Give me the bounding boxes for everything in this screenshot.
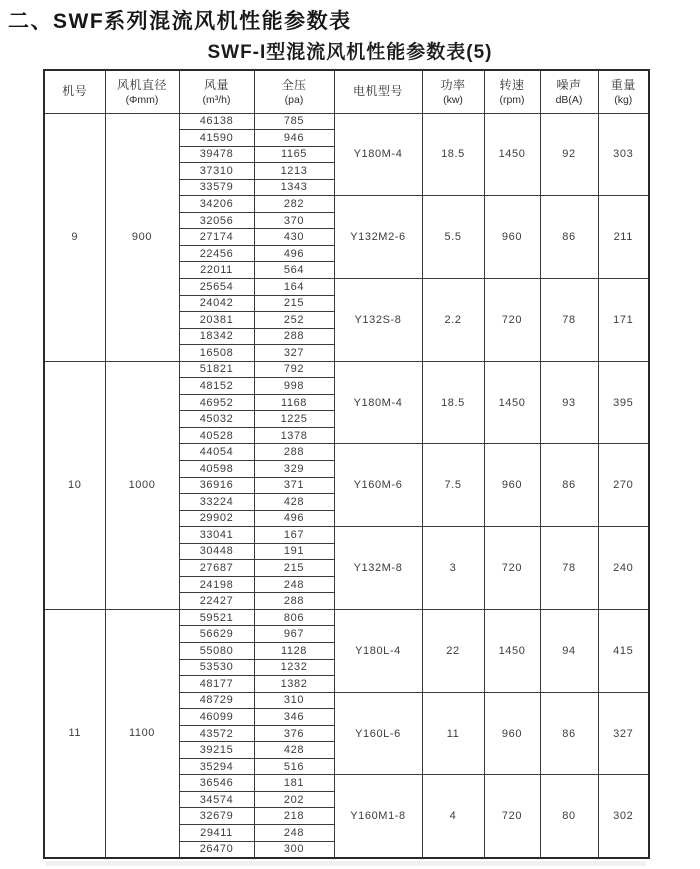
speed-cell: 960 [484,196,540,279]
airflow-cell: 46099 [179,709,254,726]
motor-model-cell: Y132S-8 [334,278,422,361]
airflow-cell: 34574 [179,791,254,808]
pressure-cell: 998 [254,378,334,395]
noise-cell: 86 [540,692,598,775]
pressure-cell: 288 [254,328,334,345]
col-header-label: 机号 [62,83,88,98]
airflow-cell: 29902 [179,510,254,527]
weight-cell: 240 [598,527,649,610]
pressure-cell: 167 [254,527,334,544]
power-cell: 5.5 [422,196,484,279]
airflow-cell: 33579 [179,179,254,196]
airflow-cell: 30448 [179,543,254,560]
weight-cell: 415 [598,609,649,692]
pressure-cell: 300 [254,841,334,858]
col-header-label: 电机型号 [352,83,403,98]
pressure-cell: 428 [254,742,334,759]
col-header-machine-no [44,70,105,113]
airflow-cell: 48177 [179,676,254,693]
pressure-cell: 371 [254,477,334,494]
col-header-label: 全压 [281,77,307,92]
airflow-cell: 34206 [179,196,254,213]
pressure-cell: 785 [254,113,334,130]
speed-cell: 1450 [484,113,540,196]
airflow-cell: 40598 [179,460,254,477]
table-row [44,609,649,626]
table-body [44,113,649,858]
col-header-motor-model [334,70,422,113]
power-cell: 3 [422,527,484,610]
speed-cell: 1450 [484,361,540,444]
airflow-cell: 44054 [179,444,254,461]
noise-cell: 92 [540,113,598,196]
page-title: 二、SWF系列混流风机性能参数表 [8,10,352,33]
machine-no-cell: 11 [44,609,105,857]
weight-cell: 395 [598,361,649,444]
power-cell: 7.5 [422,444,484,527]
col-header-airflow [179,70,254,113]
col-header-unit: dB(A) [555,93,583,106]
power-cell: 4 [422,775,484,858]
col-header-label: 重量 [610,77,636,92]
airflow-cell: 40528 [179,427,254,444]
pressure-cell: 1343 [254,179,334,196]
col-header-label: 风机直径 [116,77,167,92]
airflow-cell: 24042 [179,295,254,312]
pressure-cell: 282 [254,196,334,213]
airflow-cell: 20381 [179,312,254,329]
pressure-cell: 215 [254,295,334,312]
motor-model-cell: Y160M-6 [334,444,422,527]
airflow-cell: 48152 [179,378,254,395]
pressure-cell: 946 [254,130,334,147]
col-header-label: 噪声 [556,77,582,92]
airflow-cell: 26470 [179,841,254,858]
airflow-cell: 16508 [179,345,254,362]
airflow-cell: 24198 [179,576,254,593]
header-row [44,70,649,113]
airflow-cell: 39215 [179,742,254,759]
noise-cell: 86 [540,196,598,279]
motor-model-cell: Y180M-4 [334,113,422,196]
table-row [44,113,649,130]
pressure-cell: 496 [254,510,334,527]
airflow-cell: 56629 [179,626,254,643]
pressure-cell: 496 [254,245,334,262]
airflow-cell: 25654 [179,278,254,295]
pressure-cell: 164 [254,278,334,295]
airflow-cell: 55080 [179,643,254,660]
pressure-cell: 252 [254,312,334,329]
pressure-cell: 1128 [254,643,334,660]
noise-cell: 78 [540,527,598,610]
pressure-cell: 288 [254,444,334,461]
airflow-cell: 59521 [179,609,254,626]
motor-model-cell: Y160M1-8 [334,775,422,858]
power-cell: 18.5 [422,361,484,444]
airflow-cell: 35294 [179,758,254,775]
weight-cell: 270 [598,444,649,527]
col-header-unit: (kg) [614,93,633,106]
speed-cell: 720 [484,278,540,361]
pressure-cell: 218 [254,808,334,825]
col-header-diameter [105,70,179,113]
pressure-cell: 806 [254,609,334,626]
pressure-cell: 370 [254,212,334,229]
airflow-cell: 45032 [179,411,254,428]
col-header-label: 风量 [203,77,229,92]
table-header [44,70,649,113]
airflow-cell: 32679 [179,808,254,825]
diameter-cell: 900 [105,113,179,361]
airflow-cell: 43572 [179,725,254,742]
col-header-weight [598,70,649,113]
pressure-cell: 327 [254,345,334,362]
pressure-cell: 1232 [254,659,334,676]
airflow-cell: 33224 [179,494,254,511]
pressure-cell: 1225 [254,411,334,428]
speed-cell: 720 [484,775,540,858]
airflow-cell: 53530 [179,659,254,676]
airflow-cell: 33041 [179,527,254,544]
noise-cell: 93 [540,361,598,444]
speed-cell: 720 [484,527,540,610]
table-row [44,361,649,378]
col-header-noise [540,70,598,113]
airflow-cell: 27687 [179,560,254,577]
pressure-cell: 967 [254,626,334,643]
col-header-unit: (kw) [443,93,463,106]
airflow-cell: 37310 [179,163,254,180]
airflow-cell: 22427 [179,593,254,610]
pressure-cell: 1168 [254,394,334,411]
motor-model-cell: Y132M2-6 [334,196,422,279]
weight-cell: 302 [598,775,649,858]
airflow-cell: 29411 [179,825,254,842]
pressure-cell: 202 [254,791,334,808]
col-header-unit: (pa) [284,93,304,106]
col-header-power [422,70,484,113]
pressure-cell: 181 [254,775,334,792]
weight-cell: 171 [598,278,649,361]
diameter-cell: 1100 [105,609,179,857]
speed-cell: 960 [484,444,540,527]
airflow-cell: 36916 [179,477,254,494]
col-header-unit: (Φmm) [125,93,159,106]
airflow-cell: 18342 [179,328,254,345]
pressure-cell: 329 [254,460,334,477]
pressure-cell: 215 [254,560,334,577]
col-header-unit: (m³/h) [202,93,231,106]
weight-cell: 211 [598,196,649,279]
pressure-cell: 516 [254,758,334,775]
col-header-pressure [254,70,334,113]
pressure-cell: 248 [254,825,334,842]
speed-cell: 1450 [484,609,540,692]
scan-shadow-artifact [46,861,646,866]
pressure-cell: 428 [254,494,334,511]
page-subtitle: SWF-I型混流风机性能参数表(5) [207,42,493,63]
motor-model-cell: Y180M-4 [334,361,422,444]
motor-model-cell: Y160L-6 [334,692,422,775]
weight-cell: 327 [598,692,649,775]
airflow-cell: 41590 [179,130,254,147]
machine-no-cell: 9 [44,113,105,361]
airflow-cell: 46952 [179,394,254,411]
diameter-cell: 1000 [105,361,179,609]
noise-cell: 86 [540,444,598,527]
airflow-cell: 46138 [179,113,254,130]
motor-model-cell: Y132M-8 [334,527,422,610]
pressure-cell: 1382 [254,676,334,693]
pressure-cell: 310 [254,692,334,709]
power-cell: 2.2 [422,278,484,361]
pressure-cell: 1165 [254,146,334,163]
pressure-cell: 346 [254,709,334,726]
airflow-cell: 48729 [179,692,254,709]
noise-cell: 80 [540,775,598,858]
col-header-label: 转速 [499,77,525,92]
weight-cell: 303 [598,113,649,196]
airflow-cell: 51821 [179,361,254,378]
col-header-label: 功率 [440,77,466,92]
airflow-cell: 27174 [179,229,254,246]
pressure-cell: 1378 [254,427,334,444]
airflow-cell: 36546 [179,775,254,792]
airflow-cell: 22011 [179,262,254,279]
pressure-cell: 792 [254,361,334,378]
machine-no-cell: 10 [44,361,105,609]
power-cell: 18.5 [422,113,484,196]
speed-cell: 960 [484,692,540,775]
pressure-cell: 1213 [254,163,334,180]
power-cell: 11 [422,692,484,775]
col-header-unit: (rpm) [499,93,525,106]
noise-cell: 78 [540,278,598,361]
power-cell: 22 [422,609,484,692]
pressure-cell: 430 [254,229,334,246]
airflow-cell: 32056 [179,212,254,229]
pressure-cell: 288 [254,593,334,610]
motor-model-cell: Y180L-4 [334,609,422,692]
pressure-cell: 564 [254,262,334,279]
noise-cell: 94 [540,609,598,692]
fan-performance-table [43,69,650,859]
airflow-cell: 22456 [179,245,254,262]
pressure-cell: 376 [254,725,334,742]
pressure-cell: 248 [254,576,334,593]
pressure-cell: 191 [254,543,334,560]
col-header-speed [484,70,540,113]
airflow-cell: 39478 [179,146,254,163]
